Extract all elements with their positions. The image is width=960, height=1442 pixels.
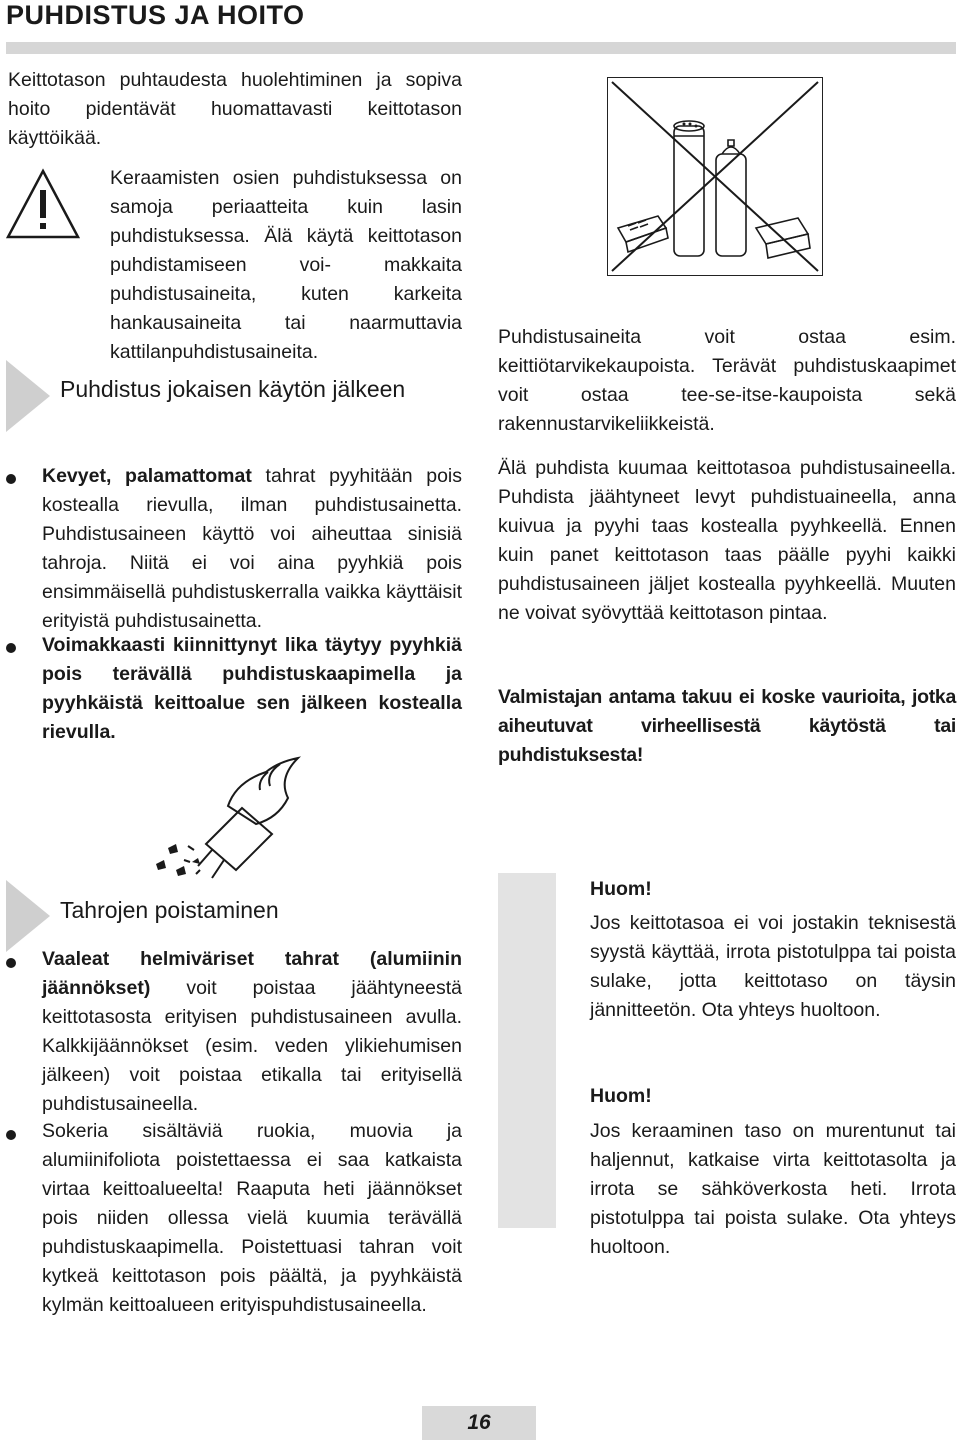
bullet-dot-icon bbox=[6, 1130, 16, 1140]
warranty-notice: Valmistajan antama takuu ei koske vaurioita, jotka aiheutuvat virheellisestä käytöstä tai puhdistuksesta! bbox=[498, 686, 956, 766]
bullet-dot-icon bbox=[6, 643, 16, 653]
hot-surface-paragraph: Älä puhdista kuumaa keittotasoa puhdistusaineella. Puhdista jäähtyneet levyt puhdistuaineella, anna kuivua ja pyyhi taas kostealla pyyhkeellä. Ennen kuin panet keittotason taas päälle pyyhi kaikki puhdistusaineen jäljet kostealla pyyhkeellä. Muuten ne voivat syövyttää keittotason pintaa. bbox=[498, 457, 956, 624]
note-text: Jos keraaminen taso on murentunut tai haljennut, katkaise virta keittotasolta ja irrota se sähköverkosta heti. Irrota pistotulppa tai poista sulake. Ota yhteys huoltoon. bbox=[590, 1120, 956, 1258]
list-item bbox=[42, 462, 462, 636]
bullet-text: voit poistaa jäähtyneestä keittotasosta erityisen puhdistusaineen avulla. Kalkkijäännökset (esim. veden ylikiehumisen jälkeen) voit poistaa etikalla tai erityisellä puhdistusaineella. bbox=[42, 977, 462, 1115]
list-item bbox=[42, 945, 462, 1119]
bullet-text: tahrat pyyhitään pois kostealla rievulla, ilman puhdistusainetta. Puhdistusaineen käyttö voi aiheuttaa sinisiä tahroja. Niitä ei voi aina pyyhkiä pois ensimmäisellä puhdistuskerralla vaikka käyttäisit erityistä puhdistusainetta. bbox=[42, 465, 463, 632]
scraper-illustration bbox=[148, 752, 324, 880]
bullet-bold-lead: Vaaleat helmiväriset tahrat (alumiinin jäännökset) bbox=[42, 948, 462, 999]
play-triangle-icon bbox=[6, 360, 50, 432]
intro-paragraph: Keittotason puhtaudesta huolehtiminen ja sopiva hoito pidentävät huomattavasti keittotason käyttöikää. bbox=[8, 69, 462, 149]
list-item: Sokeria sisältäviä ruokia, muovia ja alumiinifoliota poistettaessa ei saa katkaista virtaa keittoalueelta! Raaputa heti jäännökset pois niiden ollessa vielä kuumia terävällä puhdistuskaapimella. Poistettuasi tahran voit kytkeä keittotason pois päältä, ja pyyhkäistä kylmän keittoalueen erityispuhdistusaineella. bbox=[42, 1120, 462, 1316]
page-title: PUHDISTUS JA HOITO bbox=[6, 0, 305, 30]
bullet-dot-icon bbox=[6, 474, 16, 484]
bullet-dot-icon bbox=[6, 958, 16, 968]
section-heading-stain-removal: Tahrojen poistaminen bbox=[60, 897, 279, 923]
list-item: Voimakkaasti kiinnittynyt lika täytyy pyyhkiä pois terävällä puhdistuskaapimella ja pyyhkäistä keittoalue sen jälkeen kostealla rievulla. bbox=[42, 634, 462, 743]
play-triangle-icon bbox=[6, 880, 50, 952]
title-underline-bar bbox=[6, 42, 956, 54]
note-title: Huom! bbox=[590, 878, 652, 900]
note-title: Huom! bbox=[590, 1085, 652, 1107]
where-to-buy-paragraph: Puhdistusaineita voit ostaa esim. keittiötarvikekaupoista. Terävät puhdistuskaapimet voit ostaa tee-se-itse-kaupoista sekä rakennustarvikeliikkeistä. bbox=[498, 326, 956, 435]
section-heading-after-use: Puhdistus jokaisen käytön jälkeen bbox=[60, 376, 406, 402]
note-text: Jos keittotasoa ei voi jostakin teknisestä syystä käyttää, irrota pistotulppa tai poista sulake, jotta keittotaso on täysin jännitteetön. Ota yhteys huoltoon. bbox=[590, 912, 956, 1021]
warning-paragraph: Keraamisten osien puhdistuksessa on samoja periaatteita kuin lasin puhdistuksessa. Älä käytä keittotason puhdistamiseen voi- makkaita puhdistusaineita, kuten karkeita hankausaineita tai naarmuttavia kattilanpuhdistusaineita. bbox=[110, 167, 462, 363]
warning-triangle-icon bbox=[5, 168, 81, 240]
note-side-bar bbox=[498, 873, 556, 1228]
no-abrasive-cleaners-illustration bbox=[607, 77, 823, 276]
bullet-bold-lead: Kevyet, palamattomat bbox=[42, 465, 252, 487]
page-number: 16 bbox=[422, 1406, 536, 1440]
